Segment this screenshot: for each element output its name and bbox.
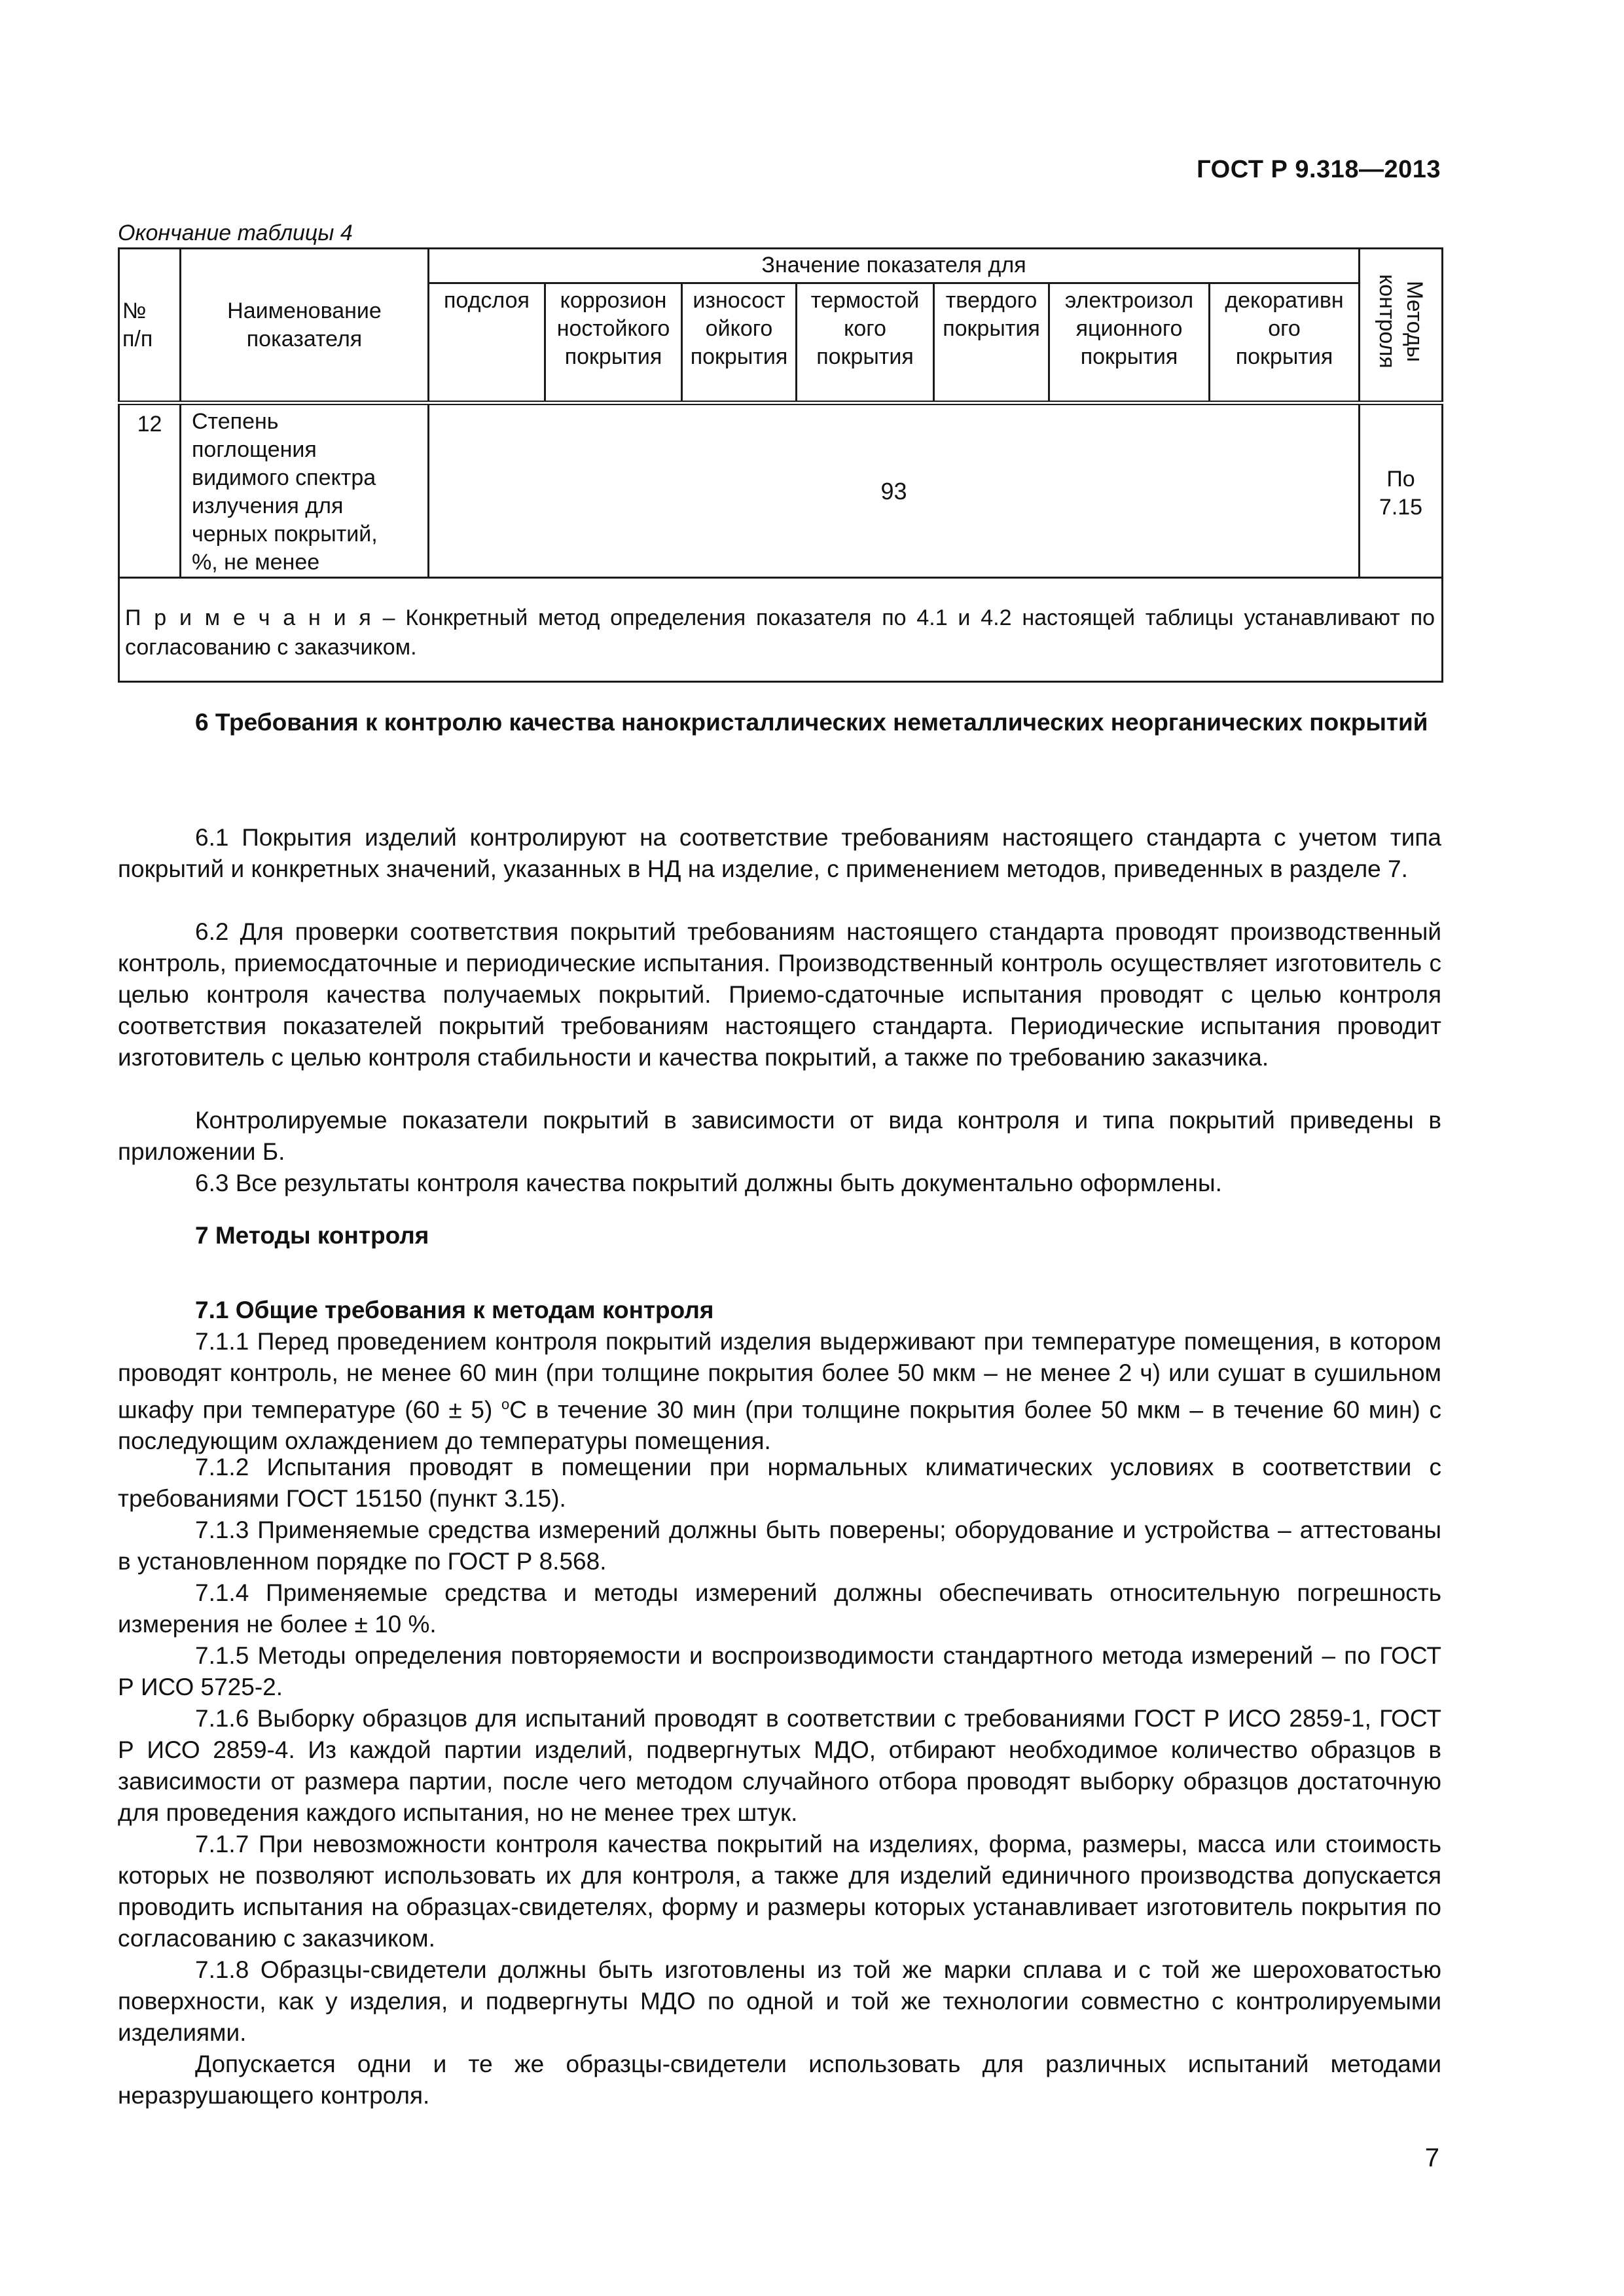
paragraph-6-2-cont: Контролируемые показатели покрытий в зависимости от вида контроля и типа покрытий приведены в приложении Б. <box>118 1107 1441 1165</box>
row-value: 93 <box>429 403 1360 578</box>
row-indicator-name: Степень поглощения видимого спектра излучения для черных покрытий, %, не менее <box>181 403 429 578</box>
note-text: – Конкретный метод определения показателя по 4.1 и 4.2 настоящей таблицы устанавливают по согласованию с заказчиком. <box>125 605 1435 660</box>
paragraph-6-1: 6.1 Покрытия изделий контролируют на соответствие требованиям настоящего стандарта с учетом типа покрытий и конкретных значений, указанных в НД на изделие, с применением методов, приведенных в разделе 7. <box>118 824 1441 882</box>
paragraph-7-1-4: 7.1.4 Применяемые средства и методы измерений должны обеспечивать относительную погрешность измерения не более ± 10 %. <box>118 1579 1441 1638</box>
paragraph-7-1-5: 7.1.5 Методы определения повторяемости и воспроизводимости стандартного метода измерений – по ГОСТ Р ИСО 5725-2. <box>118 1642 1441 1700</box>
subsection-7-1-title: 7.1 Общие требования к методам контроля <box>195 1297 714 1323</box>
header-sub-corrosion: коррозион ностойкого покрытия <box>545 283 682 403</box>
paragraph-7-1-6: 7.1.6 Выборку образцов для испытаний проводят в соответствии с требованиями ГОСТ Р ИСО 2859-1, ГОСТ Р ИСО 2859-4. Из каждой партии изделий, подвергнутых МДО, отбирают необходимое количество образцов в зависимости от размера партии, после чего методом случайного отбора проводят выборку образцов достаточную для проведения каждого испытания, но не менее трех штук. <box>118 1705 1441 1826</box>
section-7-title: 7 Методы контроля <box>195 1222 429 1249</box>
paragraph-7-1-2: 7.1.2 Испытания проводят в помещении при нормальных климатических условиях в соответствии с требованиями ГОСТ 15150 (пункт 3.15). <box>118 1454 1441 1512</box>
table-note <box>119 578 1443 682</box>
header-sub-thermal: термостой кого покрытия <box>797 283 934 403</box>
paragraph-6-2: 6.2 Для проверки соответствия покрытий требованиям настоящего стандарта проводят производственный контроль, приемосдаточные и периодические испытания. Производственный контроль осуществляет изготовитель с целью контроля качества получаемых покрытий. Приемо-сдаточные испытания проводят с целью контроля соответствия показателей покрытий требованиям настоящего стандарта. Периодические испытания проводит изготовитель с целью контроля стабильности и качества покрытий, а также по требованию заказчика. <box>118 918 1441 1071</box>
row-method: По 7.15 <box>1360 403 1443 578</box>
table-row <box>119 403 1443 578</box>
paragraph-7-1-8: 7.1.8 Образцы-свидетели должны быть изготовлены из той же марки сплава и с той же шероховатостью поверхности, как у изделия, и подвергнуты МДО по одной и той же технологии совместно с контролируемыми изделиями. <box>118 1956 1441 2046</box>
paragraph-6-3: 6.3 Все результаты контроля качества покрытий должны быть документально оформлены. <box>195 1170 1222 1196</box>
header-sub-insulating: электроизол яционного покрытия <box>1049 283 1210 403</box>
header-num: № п/п <box>119 249 181 403</box>
header-sub-underlayer: подслоя <box>429 283 545 403</box>
header-sub-wear: износост ойкого покрытия <box>682 283 797 403</box>
header-value-group: Значение показателя для <box>429 249 1360 283</box>
paragraph-7-1-1: 7.1.1 Перед проведением контроля покрытий изделия выдерживают при температуре помещения, в котором проводят контроль, не менее 60 мин (при толщине покрытия более 50 мкм – не менее 2 ч) или сушат в сушильном шкафу при температуре (60 ± 5) $^o$С в течение 30 мин (при толщине покрытия более 50 мкм – в течение 60 мин) с последующим охлаждением до температуры помещения. <box>118 1328 1441 1455</box>
section-6-title: 6 Требования к контролю качества нанокристаллических неметаллических неорганических покрытий <box>195 709 1428 736</box>
indicators-table <box>118 247 1443 683</box>
header-methods: Методы контроля <box>1360 249 1443 403</box>
row-num: 12 <box>119 403 181 578</box>
header-indicator-name: Наименование показателя <box>181 249 429 403</box>
paragraph-7-1-7: 7.1.7 При невозможности контроля качества покрытий на изделиях, форма, размеры, масса или стоимость которых не позволяют использовать их для контроля, а также для изделий единичного производства допускается проводить испытания на образцах-свидетелях, форму и размеры которых устанавливает изготовитель покрытия по согласованию с заказчиком. <box>118 1831 1441 1952</box>
page-number: 7 <box>1424 2144 1439 2172</box>
document-code: ГОСТ Р 9.318—2013 <box>1197 156 1441 183</box>
header-sub-decorative: декоративн ого покрытия <box>1210 283 1360 403</box>
paragraph-7-1-8-cont: Допускается одни и те же образцы-свидетели использовать для различных испытаний методами неразрушающего контроля. <box>118 2051 1441 2109</box>
table-continuation-caption: Окончание таблицы 4 <box>118 221 353 245</box>
note-label: П р и м е ч а н и я <box>125 605 372 630</box>
header-sub-hard: твердого покрытия <box>934 283 1049 403</box>
paragraph-7-1-3: 7.1.3 Применяемые средства измерений должны быть поверены; оборудование и устройства – аттестованы в установленном порядке по ГОСТ Р 8.568. <box>118 1516 1441 1575</box>
